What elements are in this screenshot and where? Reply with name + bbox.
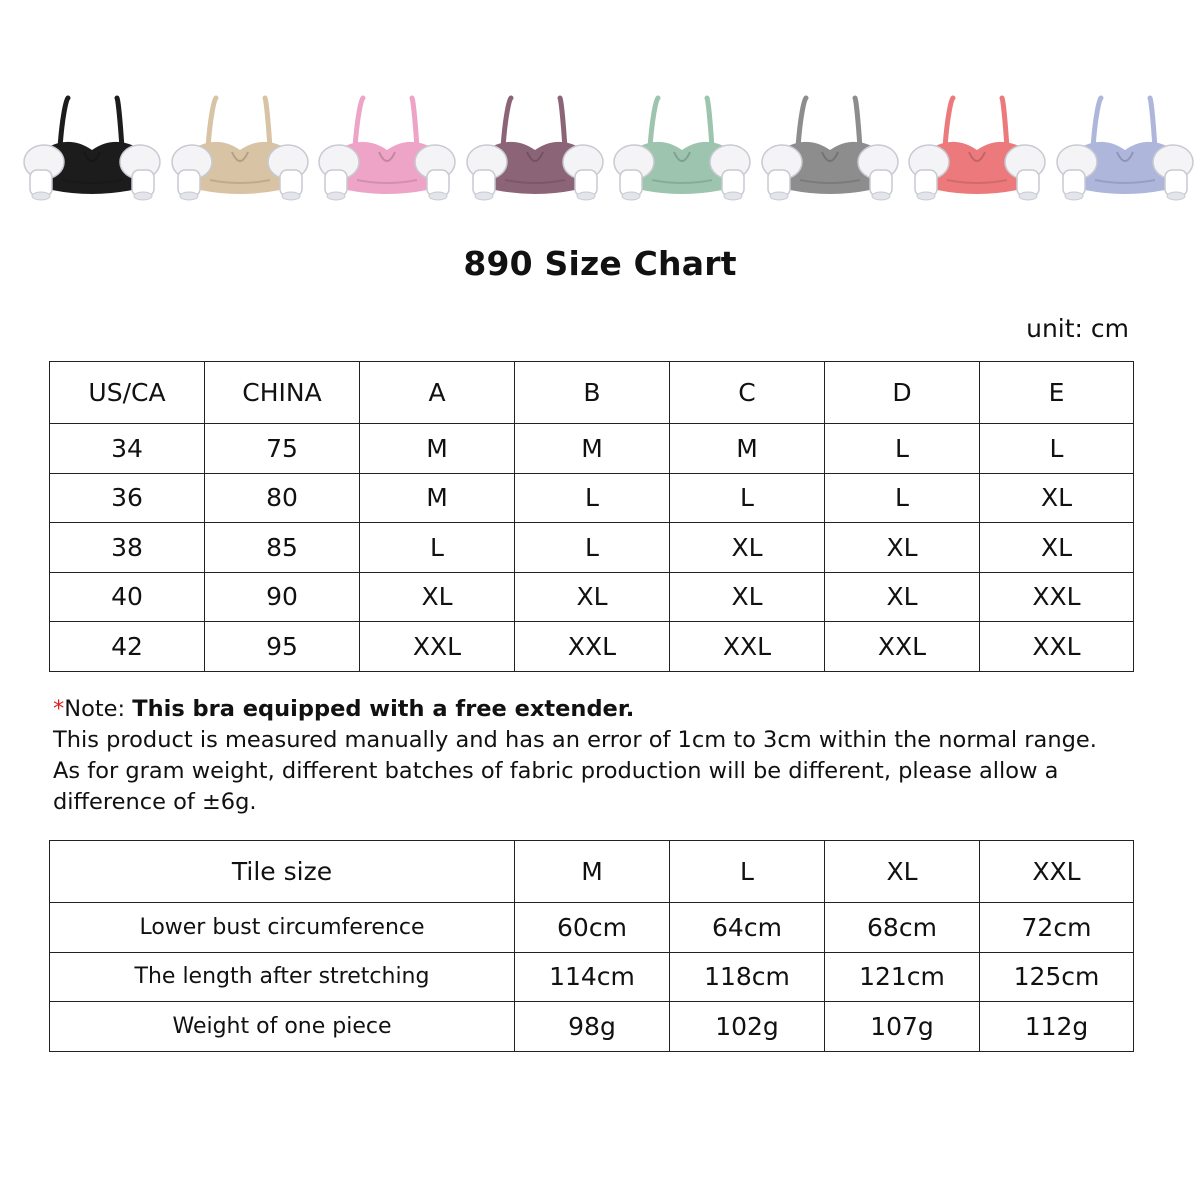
size_table-cell: XL: [670, 523, 825, 573]
note-star: *: [53, 696, 65, 722]
size_table-cell: L: [515, 523, 670, 573]
spec_table-cell: 114cm: [515, 952, 670, 1002]
spec_table-header-cell: XXL: [980, 841, 1134, 903]
size_table-cell: 36: [50, 473, 205, 523]
size_table-row: [50, 622, 1134, 672]
size_table-cell: XXL: [980, 572, 1134, 622]
spec_table-row: [50, 952, 1134, 1002]
spec_table-cell: 72cm: [980, 903, 1134, 953]
size_table-cell: 42: [50, 622, 205, 672]
sage-green-bra-with-pump: [612, 88, 752, 214]
size_table-header-cell: US/CA: [50, 362, 205, 424]
size_table-cell: XL: [360, 572, 515, 622]
coral-bra-with-pump: [907, 88, 1047, 214]
spec_table-cell: 98g: [515, 1002, 670, 1052]
size_table-cell: 80: [205, 473, 360, 523]
spec_table-header-cell: Tile size: [50, 841, 515, 903]
page-title: 890 Size Chart: [463, 244, 737, 283]
size_table-cell: M: [670, 424, 825, 474]
size_table-cell: 85: [205, 523, 360, 573]
size_table-header-cell: A: [360, 362, 515, 424]
notes: [53, 694, 1143, 818]
size_table-row: [50, 473, 1134, 523]
size_table-cell: XXL: [360, 622, 515, 672]
spec_table-cell: 121cm: [825, 952, 980, 1002]
size_table-header-cell: CHINA: [205, 362, 360, 424]
note-label: Note:: [64, 696, 133, 722]
black-bra-with-pump: [22, 88, 162, 214]
mauve-bra-with-pump: [465, 88, 605, 214]
note-bold-text: This bra equipped with a free extender.: [132, 696, 635, 722]
size_table-cell: XL: [670, 572, 825, 622]
note-line-2: This product is measured manually and has an error of 1cm to 3cm within the normal range.: [53, 727, 1097, 753]
spec_table-header-cell: L: [670, 841, 825, 903]
size_table-header-cell: C: [670, 362, 825, 424]
size_table-cell: 95: [205, 622, 360, 672]
size_table-cell: 34: [50, 424, 205, 474]
size_table-cell: M: [515, 424, 670, 474]
size_table-cell: XXL: [980, 622, 1134, 672]
spec_table-cell: 102g: [670, 1002, 825, 1052]
size_table-header-cell: E: [980, 362, 1134, 424]
size_table-cell: XXL: [670, 622, 825, 672]
size_table-cell: 38: [50, 523, 205, 573]
size_table-header-cell: D: [825, 362, 980, 424]
size_table-header-cell: B: [515, 362, 670, 424]
size_table-cell: L: [360, 523, 515, 573]
size_table-row: [50, 572, 1134, 622]
size-table: [49, 361, 1134, 672]
size_table-cell: L: [825, 424, 980, 474]
note-line-3: As for gram weight, different batches of fabric production will be different, please allow a difference of ±6g.: [53, 758, 1059, 815]
spec_table-cell: Weight of one piece: [50, 1002, 515, 1052]
spec_table-row: [50, 1002, 1134, 1052]
size_table-cell: XL: [980, 523, 1134, 573]
size_table-row: [50, 523, 1134, 573]
spec_table-cell: 125cm: [980, 952, 1134, 1002]
size_table-header-row: [50, 362, 1134, 424]
spec_table-cell: 107g: [825, 1002, 980, 1052]
spec_table-cell: 118cm: [670, 952, 825, 1002]
size_table-row: [50, 424, 1134, 474]
pink-bra-with-pump: [317, 88, 457, 214]
size_table-cell: M: [360, 473, 515, 523]
size_table-cell: XXL: [515, 622, 670, 672]
unit-label: unit: cm: [1026, 314, 1129, 343]
product-color-strip: [22, 88, 1182, 214]
spec_table-cell: 112g: [980, 1002, 1134, 1052]
note-line-1: [53, 694, 1143, 725]
size_table-cell: XXL: [825, 622, 980, 672]
spec_table-header-row: [50, 841, 1134, 903]
beige-bra-with-pump: [170, 88, 310, 214]
size_table-cell: XL: [825, 523, 980, 573]
size_table-cell: L: [670, 473, 825, 523]
spec_table-header-cell: M: [515, 841, 670, 903]
spec_table-row: [50, 903, 1134, 953]
gray-bra-with-pump: [760, 88, 900, 214]
spec_table-cell: Lower bust circumference: [50, 903, 515, 953]
spec_table-cell: 68cm: [825, 903, 980, 953]
spec_table-cell: The length after stretching: [50, 952, 515, 1002]
size_table-cell: M: [360, 424, 515, 474]
size_table-cell: L: [515, 473, 670, 523]
size_table-cell: L: [825, 473, 980, 523]
size_table-cell: XL: [980, 473, 1134, 523]
size_table-cell: 40: [50, 572, 205, 622]
spec_table-header-cell: XL: [825, 841, 980, 903]
size_table-cell: L: [980, 424, 1134, 474]
size_table-cell: 75: [205, 424, 360, 474]
lavender-blue-bra-with-pump: [1055, 88, 1195, 214]
size_table-cell: XL: [825, 572, 980, 622]
spec-table: [49, 840, 1134, 1052]
size_table-cell: XL: [515, 572, 670, 622]
spec_table-cell: 60cm: [515, 903, 670, 953]
spec_table-cell: 64cm: [670, 903, 825, 953]
size_table-cell: 90: [205, 572, 360, 622]
